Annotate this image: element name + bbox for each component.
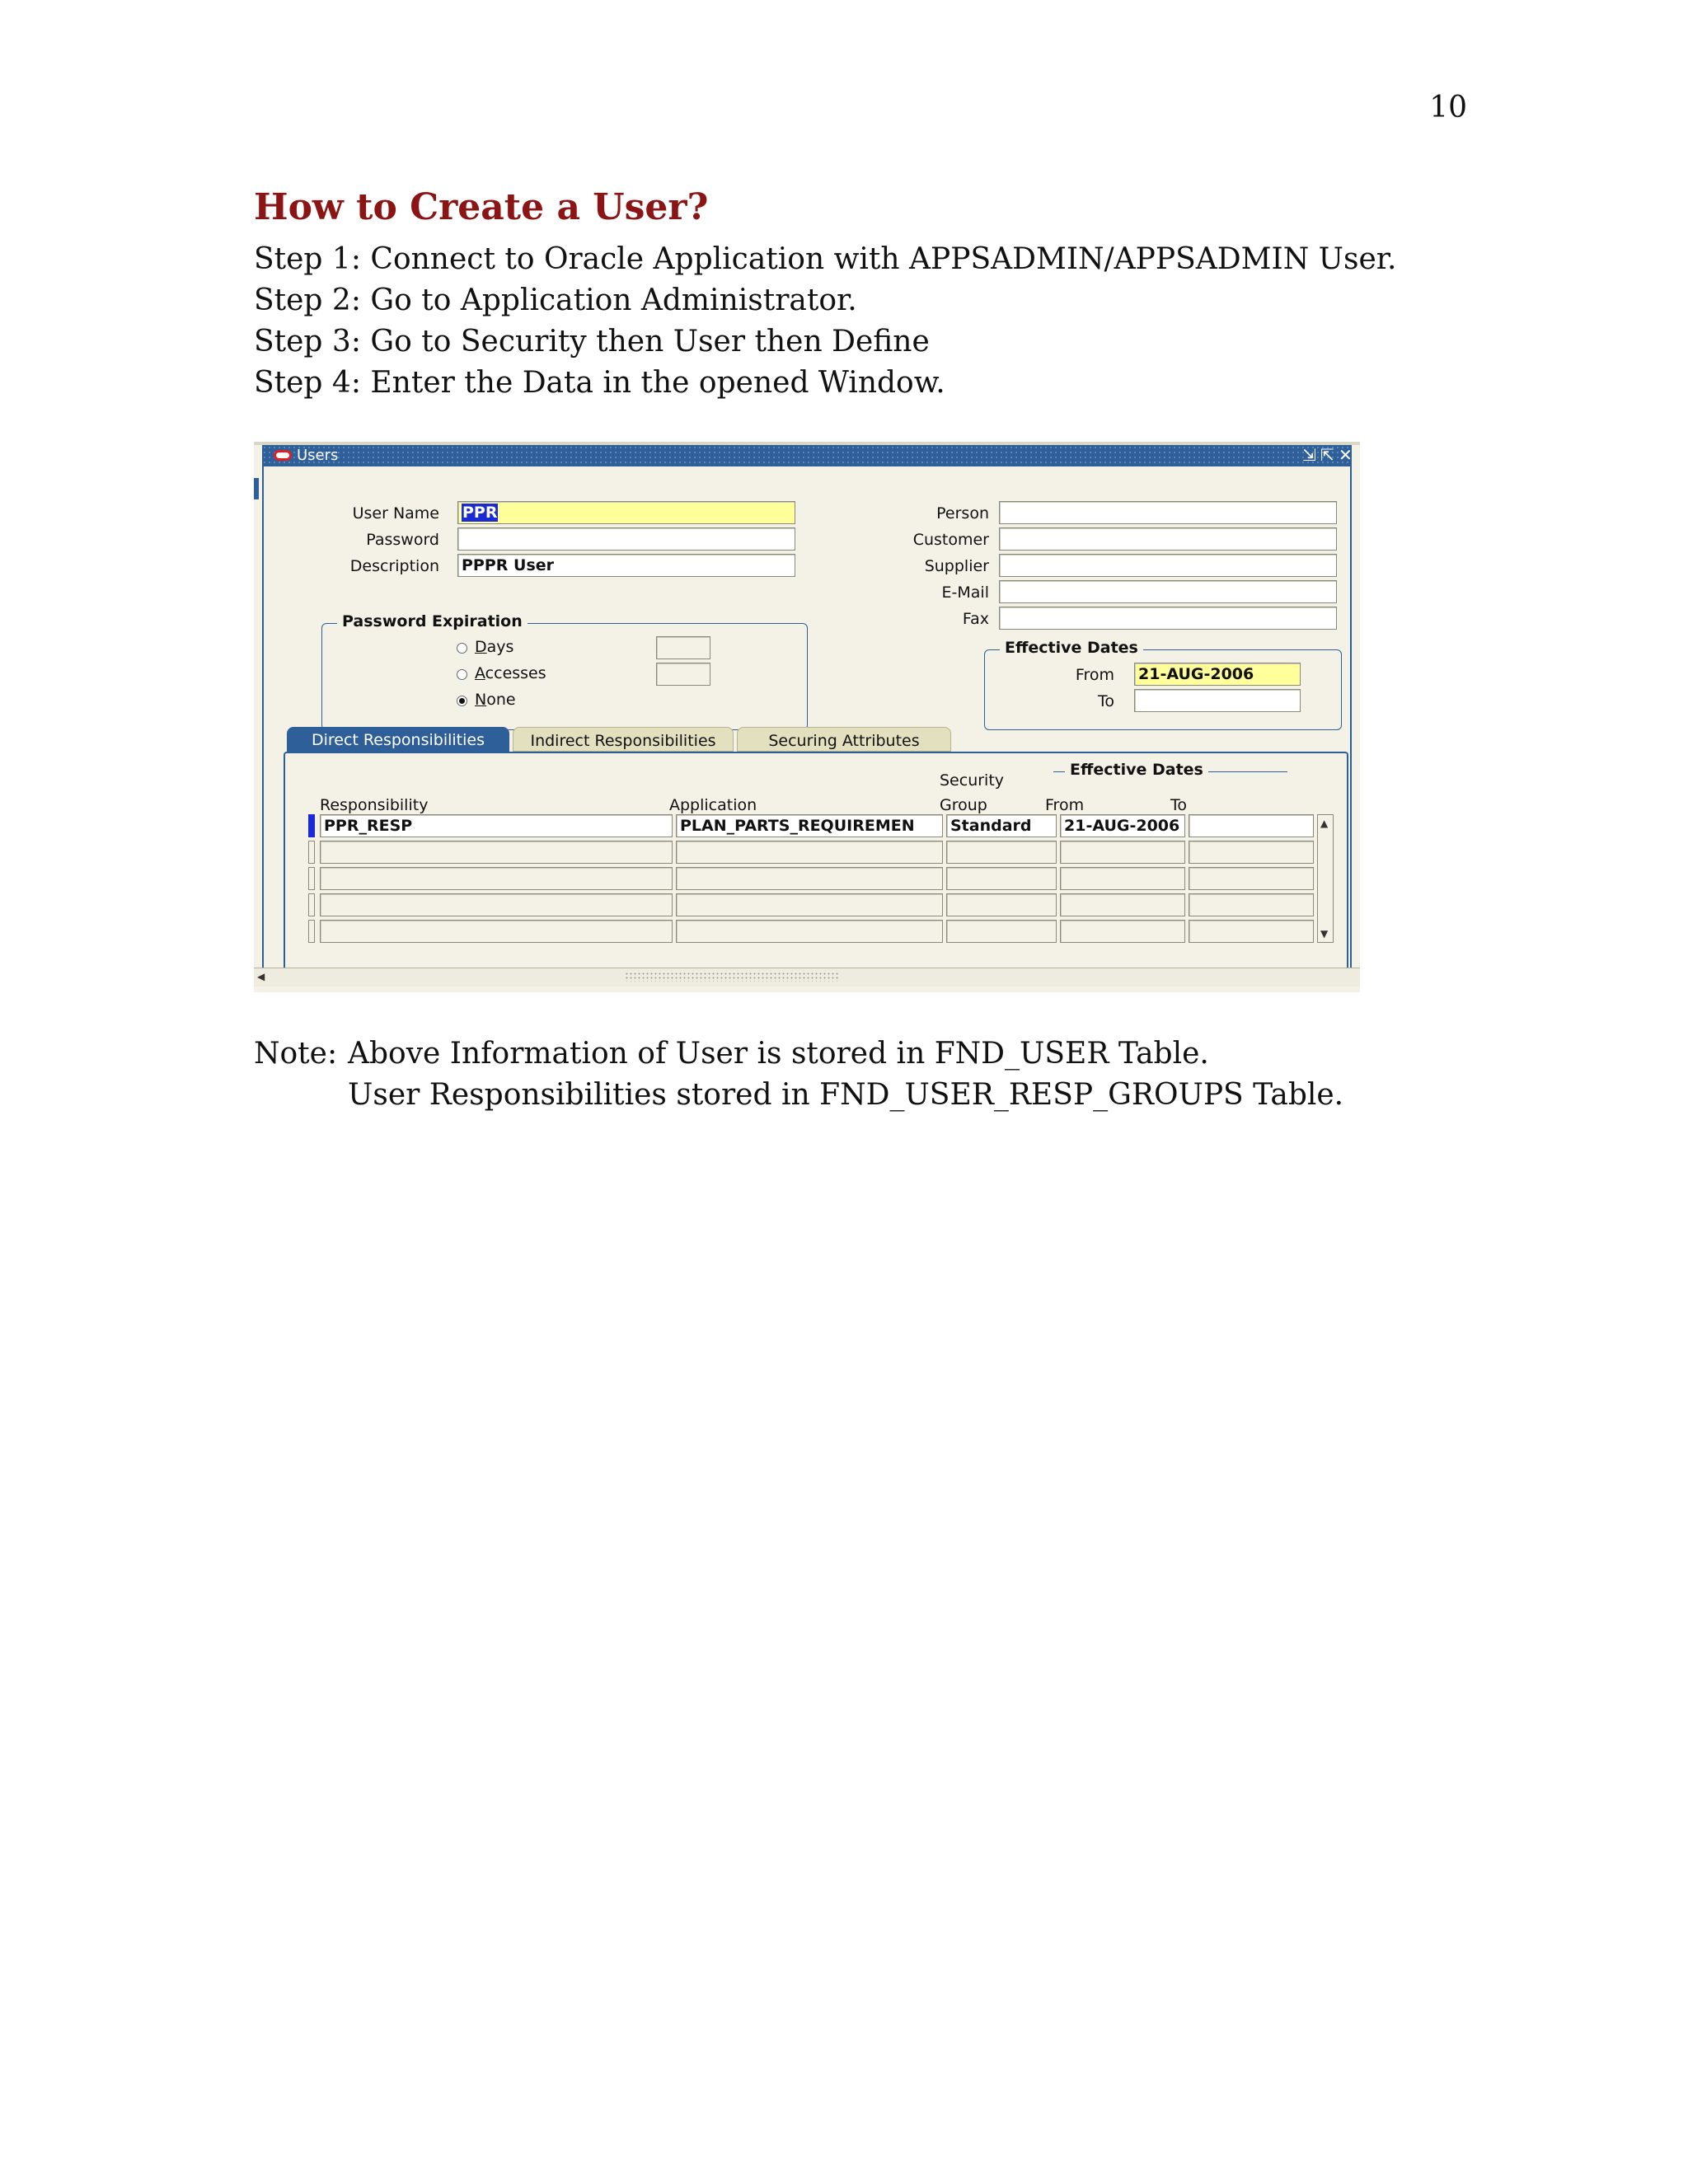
table-cell-from[interactable]	[1060, 867, 1185, 890]
effective-from-label: From	[1075, 666, 1114, 684]
window-titlebar[interactable]	[262, 445, 1352, 466]
accesses-field[interactable]	[656, 663, 710, 686]
table-cell-security-group[interactable]	[946, 867, 1057, 890]
table-cell-responsibility[interactable]	[320, 867, 673, 890]
effective-to-label: To	[1097, 692, 1114, 710]
to-column-header: To	[1170, 796, 1188, 814]
window-side-marker	[254, 478, 259, 499]
maximize-icon[interactable]: ⇱	[1320, 445, 1334, 465]
step-4: Step 4: Enter the Data in the opened Window.	[254, 366, 945, 400]
section-heading: How to Create a User?	[254, 186, 709, 228]
email-field[interactable]	[999, 580, 1337, 603]
current-row-indicator	[308, 814, 315, 837]
table-cell-application[interactable]	[676, 920, 943, 943]
tab-indirect-responsibilities[interactable]: Indirect Responsibilities	[513, 727, 734, 752]
days-radio[interactable]	[457, 643, 467, 654]
table-effective-dates-title: Effective Dates	[1065, 761, 1208, 779]
customer-field[interactable]	[999, 527, 1337, 551]
table-cell-responsibility[interactable]	[320, 920, 673, 943]
window-horizontal-scrollbar[interactable]	[254, 968, 1360, 987]
supplier-label: Supplier	[924, 557, 989, 575]
table-cell-to[interactable]	[1189, 867, 1314, 890]
fax-field[interactable]	[999, 607, 1337, 630]
note-label: Note:	[254, 1037, 338, 1071]
user-name-field[interactable]	[457, 501, 795, 524]
table-cell-security-group[interactable]	[946, 893, 1057, 916]
table-effective-dates-group	[1053, 761, 1287, 779]
note-line-2: User Responsibilities stored in FND_USER_RESP_GROUPS Table.	[348, 1078, 1344, 1112]
customer-label: Customer	[912, 531, 989, 549]
table-cell-to[interactable]	[1189, 841, 1314, 864]
effective-dates-title: Effective Dates	[1000, 639, 1143, 657]
effective-to-field[interactable]	[1134, 689, 1301, 712]
row-indicator	[308, 867, 315, 890]
step-1: Step 1: Connect to Oracle Application with APPSADMIN/APPSADMIN User.	[254, 242, 1397, 276]
scroll-up-icon[interactable]: ▲	[1320, 818, 1329, 829]
tab-securing-attributes[interactable]: Securing Attributes	[737, 727, 951, 752]
table-cell-application[interactable]: PLAN_PARTS_REQUIREMEN	[676, 814, 943, 837]
accesses-label: Accesses	[475, 664, 546, 682]
password-label: Password	[366, 531, 439, 549]
effective-from-field[interactable]: 21-AUG-2006	[1134, 663, 1301, 686]
minimize-icon[interactable]: ⇲	[1302, 445, 1316, 465]
person-field[interactable]	[999, 501, 1337, 524]
scroll-thumb[interactable]	[625, 972, 839, 982]
window-title: Users	[297, 447, 339, 464]
none-label: None	[475, 691, 516, 709]
table-cell-security-group[interactable]	[946, 920, 1057, 943]
step-3: Step 3: Go to Security then User then Define	[254, 325, 930, 359]
user-name-value: PPR	[462, 504, 498, 522]
fax-label: Fax	[962, 610, 989, 628]
from-column-header: From	[1045, 796, 1085, 814]
steps-list	[254, 239, 1397, 404]
table-cell-application[interactable]	[676, 867, 943, 890]
table-cell-application[interactable]	[676, 841, 943, 864]
table-cell-from[interactable]	[1060, 893, 1185, 916]
table-cell-to[interactable]	[1189, 893, 1314, 916]
description-field[interactable]: PPPR User	[457, 554, 795, 577]
user-name-label: User Name	[352, 504, 439, 523]
table-cell-from[interactable]: 21-AUG-2006	[1060, 814, 1185, 837]
scroll-left-icon[interactable]: ◀	[257, 971, 265, 982]
table-cell-from[interactable]	[1060, 920, 1185, 943]
table-cell-security-group[interactable]: Standard	[946, 814, 1057, 837]
close-icon[interactable]: ✕	[1339, 445, 1353, 465]
days-field[interactable]	[656, 636, 710, 659]
row-indicator	[308, 920, 315, 943]
table-cell-to[interactable]	[1189, 920, 1314, 943]
person-label: Person	[936, 504, 989, 523]
step-2: Step 2: Go to Application Administrator.	[254, 284, 857, 317]
table-vertical-scrollbar[interactable]	[1317, 814, 1334, 943]
security-group-header-line1: Security	[940, 771, 1005, 790]
password-field[interactable]	[457, 527, 795, 551]
page-number: 10	[1429, 91, 1467, 124]
table-cell-application[interactable]	[676, 893, 943, 916]
table-cell-responsibility[interactable]	[320, 893, 673, 916]
password-expiration-title: Password Expiration	[337, 612, 528, 630]
application-column-header: Application	[669, 796, 757, 814]
tab-direct-responsibilities[interactable]: Direct Responsibilities	[287, 727, 509, 752]
table-cell-to[interactable]	[1189, 814, 1314, 837]
table-cell-from[interactable]	[1060, 841, 1185, 864]
accesses-radio[interactable]	[457, 669, 467, 680]
responsibility-column-header: Responsibility	[320, 796, 429, 814]
oracle-logo-icon	[274, 450, 292, 461]
days-label: Days	[475, 638, 514, 656]
row-indicator	[308, 893, 315, 916]
none-radio[interactable]	[457, 696, 467, 706]
security-group-header-line2: Group	[940, 796, 987, 814]
password-expiration-group	[321, 612, 808, 730]
note-line-1: Above Information of User is stored in FND_USER Table.	[348, 1037, 1209, 1071]
table-cell-responsibility[interactable]	[320, 841, 673, 864]
table-cell-responsibility[interactable]: PPR_RESP	[320, 814, 673, 837]
email-label: E-Mail	[941, 583, 989, 602]
scroll-down-icon[interactable]: ▼	[1320, 928, 1329, 940]
table-cell-security-group[interactable]	[946, 841, 1057, 864]
row-indicator	[308, 841, 315, 864]
users-form-screenshot	[254, 442, 1360, 992]
description-label: Description	[349, 557, 439, 575]
supplier-field[interactable]	[999, 554, 1337, 577]
